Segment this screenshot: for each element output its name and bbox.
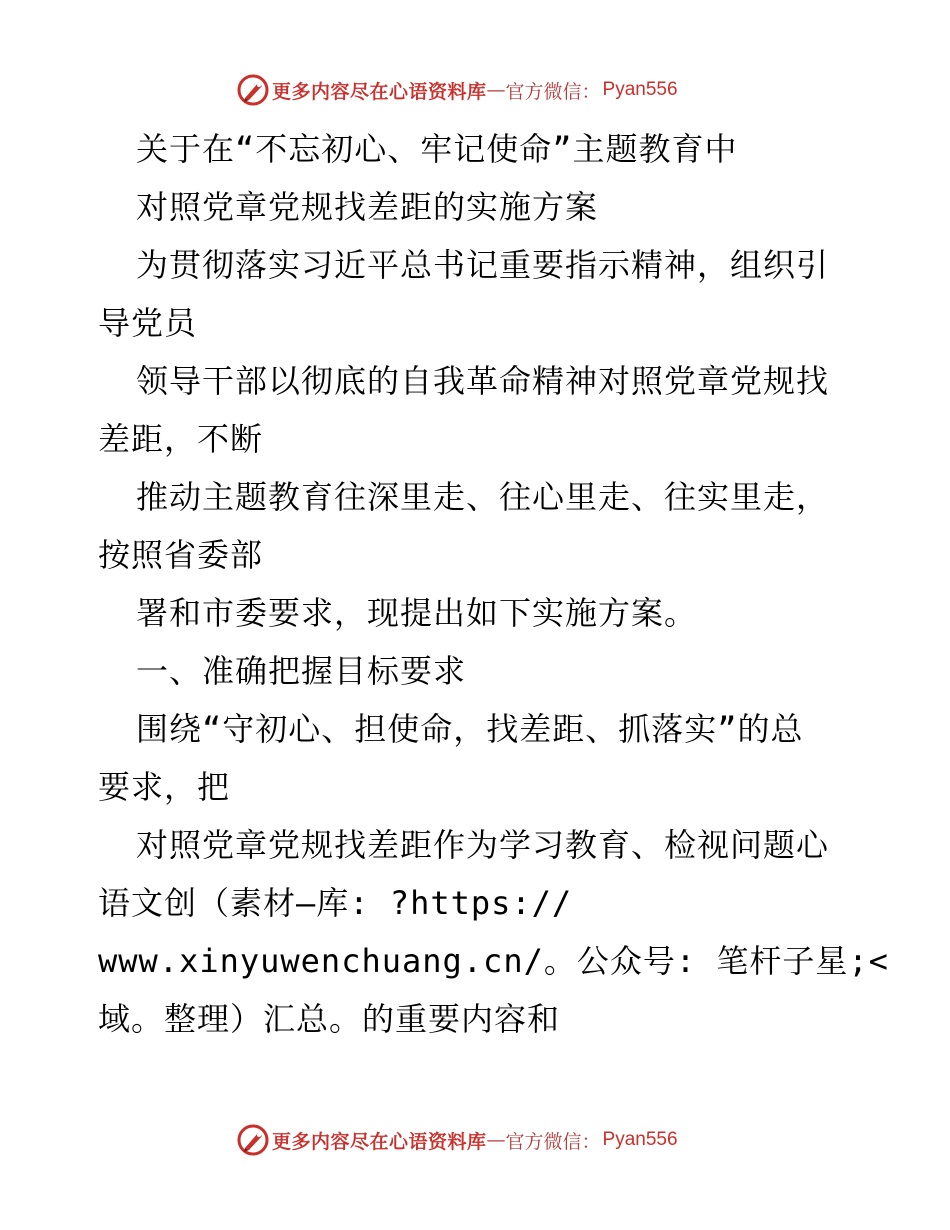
pen-logo-icon <box>236 1123 270 1157</box>
banner-main-text: 更多内容尽在心语资料库 <box>272 1130 487 1153</box>
banner-separator: — <box>486 1129 506 1151</box>
header-banner <box>236 73 678 107</box>
paragraph-line: 围绕“守初心、担使命，找差距、抓落实”的总 <box>136 710 804 748</box>
paragraph-line: 推动主题教育往深里走、往心里走、往实里走， <box>136 478 830 516</box>
paragraph-line: 导党员 <box>98 304 198 342</box>
paragraph-line: www.xinyuwenchuang.cn/。公众号: 笔杆子星;< <box>98 942 889 980</box>
paragraph-line: 语文创（素材—库: ?https:// <box>98 884 573 922</box>
banner-contact-id: Pyan556 <box>602 79 678 100</box>
banner-contact-label: 官方微信： <box>505 80 601 103</box>
section-heading: 一、准确把握目标要求 <box>136 652 467 690</box>
banner-contact-id: Pyan556 <box>602 1129 678 1150</box>
paragraph-line: 为贯彻落实习近平总书记重要指示精神，组织引 <box>136 246 830 284</box>
footer-banner <box>236 1123 678 1157</box>
document-body <box>98 120 889 1048</box>
document-title-line-2: 对照党章党规找差距的实施方案 <box>136 188 599 226</box>
paragraph-line: 要求，把 <box>98 768 231 806</box>
banner-contact-label: 官方微信： <box>505 1130 601 1153</box>
paragraph-line: 差距，不断 <box>98 420 264 458</box>
paragraph-line: 按照省委部 <box>98 536 264 574</box>
banner-main-text: 更多内容尽在心语资料库 <box>272 80 487 103</box>
pen-logo-icon <box>236 73 270 107</box>
paragraph-line: 领导干部以彻底的自我革命精神对照党章党规找 <box>136 362 830 400</box>
document-title-line-1: 关于在“不忘初心、牢记使命”主题教育中 <box>136 130 738 168</box>
paragraph-line: 对照党章党规找差距作为学习教育、检视问题心 <box>136 826 830 864</box>
paragraph-line: 署和市委要求，现提出如下实施方案。 <box>136 594 698 632</box>
banner-separator: — <box>486 79 506 101</box>
paragraph-line: 域。整理）汇总。的重要内容和 <box>98 1000 561 1038</box>
